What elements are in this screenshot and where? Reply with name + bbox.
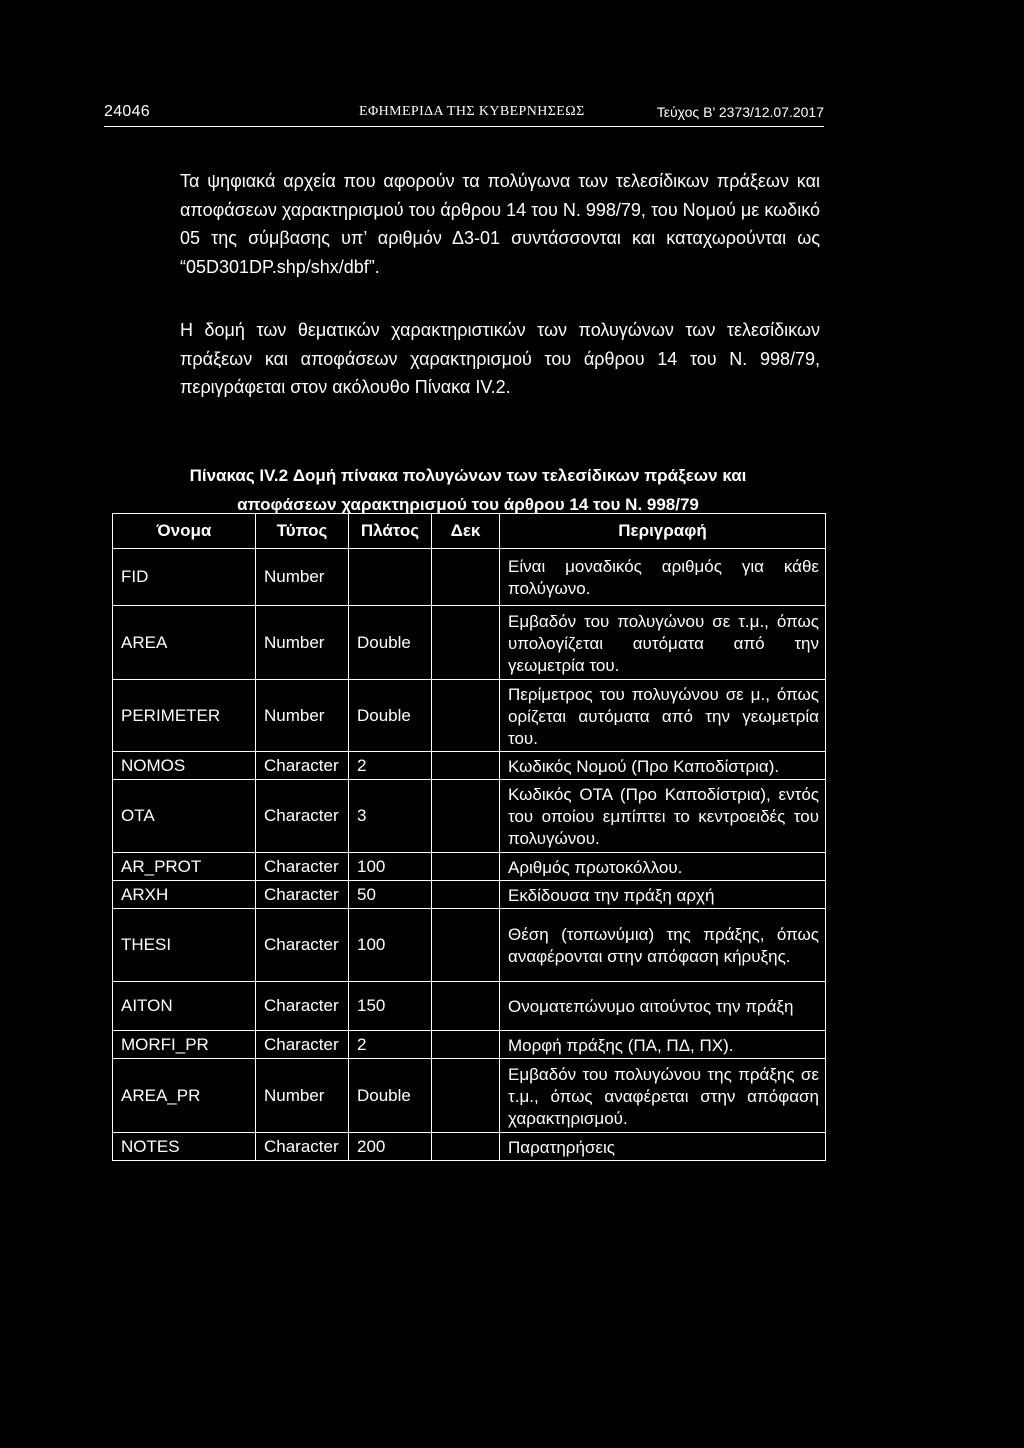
field-width: 200 bbox=[349, 1133, 432, 1161]
table-row bbox=[113, 780, 826, 853]
field-description: Εμβαδόν του πολυγώνου της πράξης σε τ.μ., όπως αναφέρεται στην απόφαση χαρακτηρισμού. bbox=[500, 1059, 826, 1133]
field-name: THESI bbox=[113, 909, 256, 982]
field-type: Number bbox=[256, 549, 349, 606]
table-caption bbox=[112, 461, 824, 519]
field-name: PERIMETER bbox=[113, 680, 256, 752]
page-header bbox=[104, 100, 824, 127]
issue-info: Τεύχος Β’ 2373/12.07.2017 bbox=[656, 104, 824, 120]
field-width: 50 bbox=[349, 881, 432, 909]
field-name: AREA bbox=[113, 606, 256, 680]
field-width: 3 bbox=[349, 780, 432, 853]
field-dec bbox=[432, 680, 500, 752]
field-dec bbox=[432, 1133, 500, 1161]
field-name: FID bbox=[113, 549, 256, 606]
field-width: Double bbox=[349, 1059, 432, 1133]
field-type: Character bbox=[256, 780, 349, 853]
journal-title: ΕΦΗΜΕΡΙΔΑ ΤΗΣ ΚΥΒΕΡΝΗΣΕΩΣ bbox=[359, 104, 585, 119]
field-dec bbox=[432, 1031, 500, 1059]
field-width: 2 bbox=[349, 1031, 432, 1059]
field-name: AITON bbox=[113, 982, 256, 1031]
field-description: Είναι μοναδικός αριθμός για κάθε πολύγωνο. bbox=[500, 549, 826, 606]
table-row bbox=[113, 982, 826, 1031]
field-width: 150 bbox=[349, 982, 432, 1031]
field-description: Αριθμός πρωτοκόλλου. bbox=[500, 853, 826, 881]
field-description: Περίμετρος του πολυγώνου σε μ., όπως ορίζεται αυτόματα από την γεωμετρία του. bbox=[500, 680, 826, 752]
field-type: Character bbox=[256, 909, 349, 982]
header-type: Τύπος bbox=[256, 514, 349, 549]
attribute-table bbox=[112, 513, 826, 1161]
field-description: Εμβαδόν του πολυγώνου σε τ.μ., όπως υπολογίζεται αυτόματα από την γεωμετρία του. bbox=[500, 606, 826, 680]
field-type: Number bbox=[256, 680, 349, 752]
field-dec bbox=[432, 881, 500, 909]
field-type: Character bbox=[256, 881, 349, 909]
table-row bbox=[113, 549, 826, 606]
field-description: Θέση (τοπωνύμια) της πράξης, όπως αναφέρονται στην απόφαση κήρυξης. bbox=[500, 909, 826, 982]
field-name: OTA bbox=[113, 780, 256, 853]
field-dec bbox=[432, 1059, 500, 1133]
field-type: Character bbox=[256, 1031, 349, 1059]
field-name: AREA_PR bbox=[113, 1059, 256, 1133]
field-type: Character bbox=[256, 853, 349, 881]
table-caption-text: Πίνακας IV.2 Δομή πίνακα πολυγώνων των τελεσίδικων πράξεων και αποφάσεων χαρακτηρισμού του άρθρου 14 του Ν. 998/79 bbox=[189, 466, 747, 514]
table-row bbox=[113, 680, 826, 752]
paragraph-structure: Η δομή των θεματικών χαρακτηριστικών των πολυγώνων των τελεσίδικων πράξεων και αποφάσεων χαρακτηρισμού του άρθρου 14 του Ν. 998/79, περιγράφεται στον ακόλουθο Πίνακα IV.2. bbox=[180, 320, 820, 397]
field-dec bbox=[432, 909, 500, 982]
field-width: 2 bbox=[349, 752, 432, 780]
field-description: Εκδίδουσα την πράξη αρχή bbox=[500, 881, 826, 909]
table-row bbox=[113, 909, 826, 982]
field-width: 100 bbox=[349, 909, 432, 982]
page-number: 24046 bbox=[104, 103, 150, 120]
field-name: NOMOS bbox=[113, 752, 256, 780]
field-name: MORFI_PR bbox=[113, 1031, 256, 1059]
field-type: Character bbox=[256, 982, 349, 1031]
field-dec bbox=[432, 752, 500, 780]
field-description: Ονοματεπώνυμο αιτούντος την πράξη bbox=[500, 982, 826, 1031]
header-dec: Δεκ bbox=[432, 514, 500, 549]
field-width: Double bbox=[349, 606, 432, 680]
field-dec bbox=[432, 853, 500, 881]
table-header-row bbox=[113, 514, 826, 549]
field-description: Παρατηρήσεις bbox=[500, 1133, 826, 1161]
field-width: 100 bbox=[349, 853, 432, 881]
paragraph-digital-files: Τα ψηφιακά αρχεία που αφορούν τα πολύγωνα των τελεσίδικων πράξεων και αποφάσεων χαρακτηρισμού του άρθρου 14 του Ν. 998/79, του Νομού με κωδικό 05 της σύμβασης υπ’ αριθμόν Δ3-01 συντάσσονται και καταχωρούνται ως “05D301DP.shp/shx/dbf”. bbox=[180, 171, 820, 277]
table-row bbox=[113, 1059, 826, 1133]
field-name: NOTES bbox=[113, 1133, 256, 1161]
field-type: Number bbox=[256, 1059, 349, 1133]
field-dec bbox=[432, 606, 500, 680]
table-row bbox=[113, 606, 826, 680]
table-row bbox=[113, 1031, 826, 1059]
field-description: Κωδικός ΟΤΑ (Προ Καποδίστρια), εντός του οποίου εμπίπτει το κεντροειδές του πολυγώνου. bbox=[500, 780, 826, 853]
field-width: Double bbox=[349, 680, 432, 752]
table-row bbox=[113, 881, 826, 909]
table-row bbox=[113, 853, 826, 881]
header-name: Όνομα bbox=[113, 514, 256, 549]
field-description: Μορφή πράξης (ΠΑ, ΠΔ, ΠΧ). bbox=[500, 1031, 826, 1059]
header-description: Περιγραφή bbox=[500, 514, 826, 549]
field-dec bbox=[432, 549, 500, 606]
field-description: Κωδικός Νομού (Προ Καποδίστρια). bbox=[500, 752, 826, 780]
field-name: AR_PROT bbox=[113, 853, 256, 881]
field-dec bbox=[432, 982, 500, 1031]
field-type: Character bbox=[256, 1133, 349, 1161]
header-width: Πλάτος bbox=[349, 514, 432, 549]
field-type: Character bbox=[256, 752, 349, 780]
field-width bbox=[349, 549, 432, 606]
field-dec bbox=[432, 780, 500, 853]
table-row bbox=[113, 752, 826, 780]
table-row bbox=[113, 1133, 826, 1161]
field-type: Number bbox=[256, 606, 349, 680]
field-name: ARXH bbox=[113, 881, 256, 909]
